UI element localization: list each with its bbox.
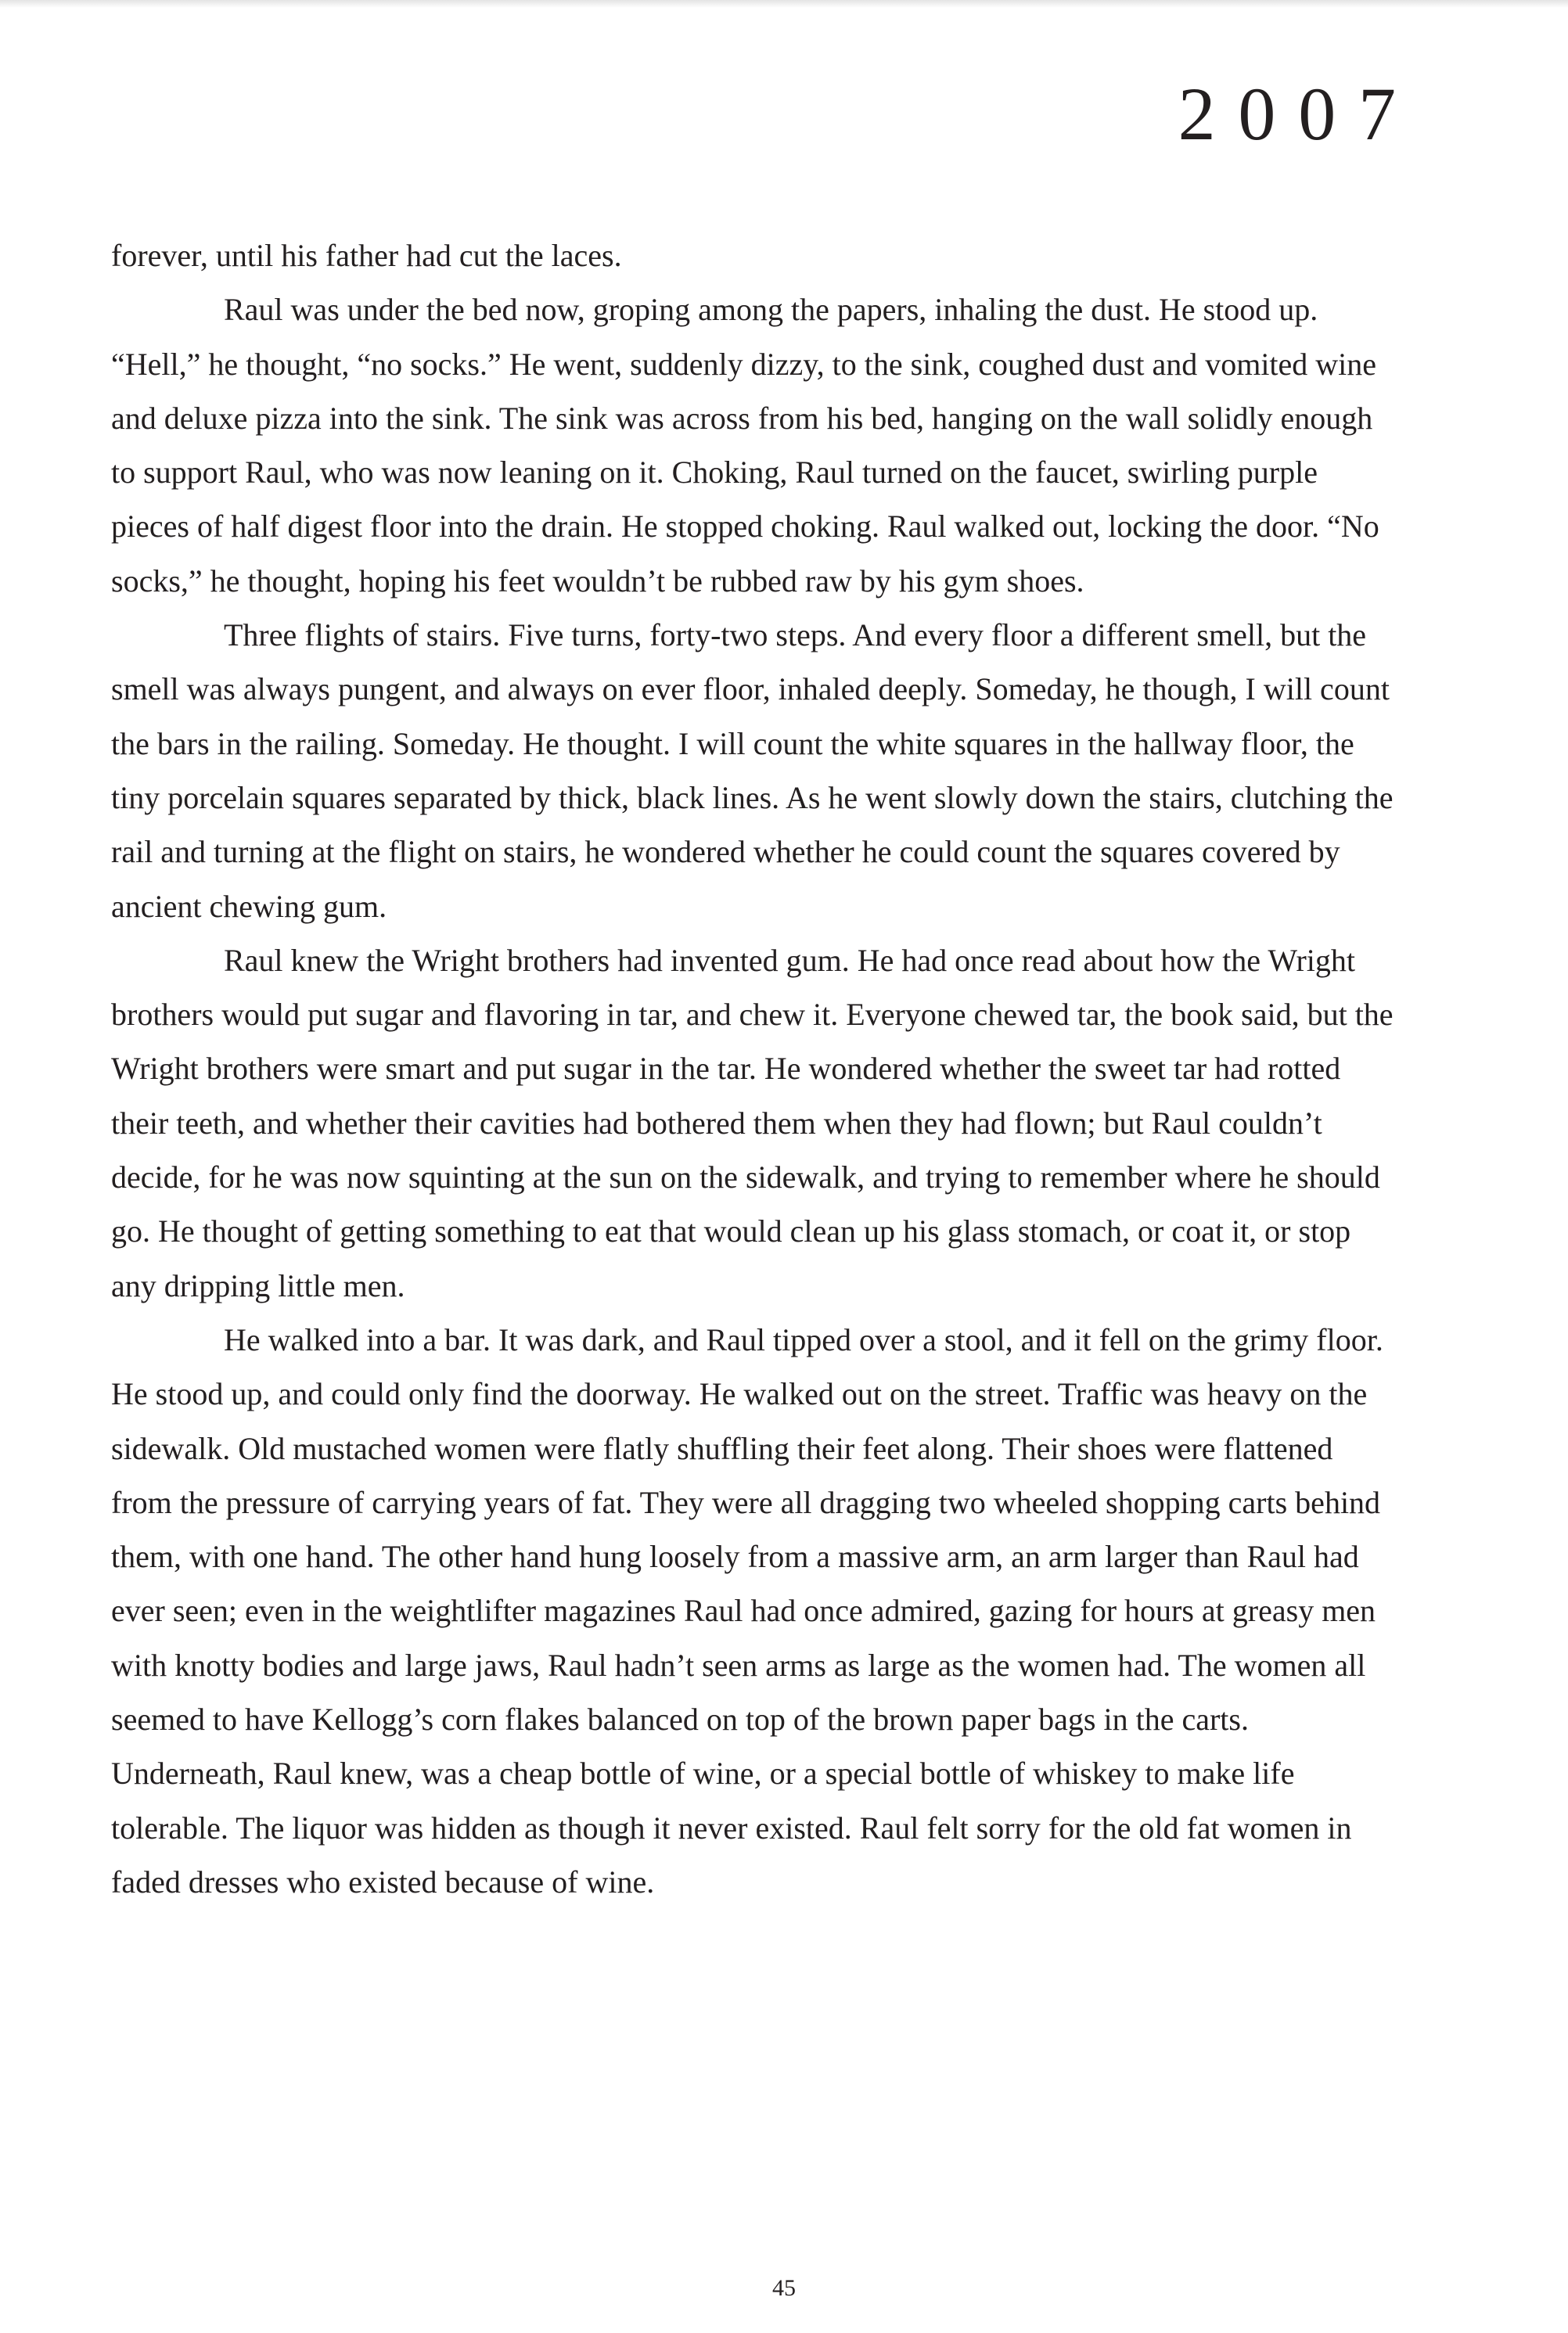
page-number: 45 bbox=[772, 2275, 796, 2301]
paragraph-5: He walked into a bar. It was dark, and Raul tipped over a stool, and it fell on the grimy floor. He stood up, and could only find the doorway. He walked out on the street. Traffic was heavy on the sidewalk. Old mustached women were flatly shuffling their feet along. Their shoes were flattened from the pressure of carrying years of fat. They were all dragging two wheeled shopping carts behind them, with one hand. The other hand hung loosely from a massive arm, an arm larger than Raul had ever seen; even in the weightlifter magazines Raul had once admired, gazing for hours at greasy men with knotty bodies and large jaws, Raul hadn’t seen arms as large as the women had. The women all seemed to have Kellogg’s corn flakes balanced on top of the brown paper bags in the carts. Underneath, Raul knew, was a cheap bottle of wine, or a special bottle of whiskey to make life tolerable. The liquor was hidden as though it never existed. Raul felt sorry for the old fat women in faded dresses who existed because of wine. bbox=[111, 1321, 1383, 1900]
body-text bbox=[111, 228, 1394, 1909]
paragraph-2: Raul was under the bed now, groping among the papers, inhaling the dust. He stood up. “Hell,” he thought, “no socks.” He went, suddenly dizzy, to the sink, coughed dust and vomited wine and deluxe pizza into the sink. The sink was across from his bed, hanging on the wall solidly enough to support Raul, who was now leaning on it. Choking, Raul turned on the faucet, swirling purple pieces of half digest floor into the drain. He stopped choking. Raul walked out, locking the door. “No socks,” he thought, hoping his feet wouldn’t be rubbed raw by his gym shoes. bbox=[111, 292, 1379, 599]
year-heading: 2007 bbox=[1178, 72, 1419, 156]
paragraph-4: Raul knew the Wright brothers had invented gum. He had once read about how the Wright brothers would put sugar and flavoring in tar, and chew it. Everyone chewed tar, the book said, but the Wright brothers were smart and put sugar in the tar. He wondered whether the sweet tar had rotted their teeth, and whether their cavities had bothered them when they had flown; but Raul couldn’t decide, for he was now squinting at the sun on the sidewalk, and trying to remember where he should go. He thought of getting something to eat that would clean up his glass stomach, or coat it, or stop any dripping little men. bbox=[111, 942, 1394, 1303]
page-top-edge bbox=[0, 0, 1568, 8]
paragraph-3: Three flights of stairs. Five turns, forty-two steps. And every floor a different smell, but the smell was always pungent, and always on ever floor, inhaled deeply. Someday, he though, I will count the bars in the railing. Someday. He thought. I will count the white squares in the hallway floor, the tiny porcelain squares separated by thick, black lines. As he went slowly down the stairs, clutching the rail and turning at the flight on stairs, he wondered whether he could count the squares covered by ancient chewing gum. bbox=[111, 617, 1394, 924]
paragraph-1: forever, until his father had cut the laces. bbox=[111, 238, 622, 273]
